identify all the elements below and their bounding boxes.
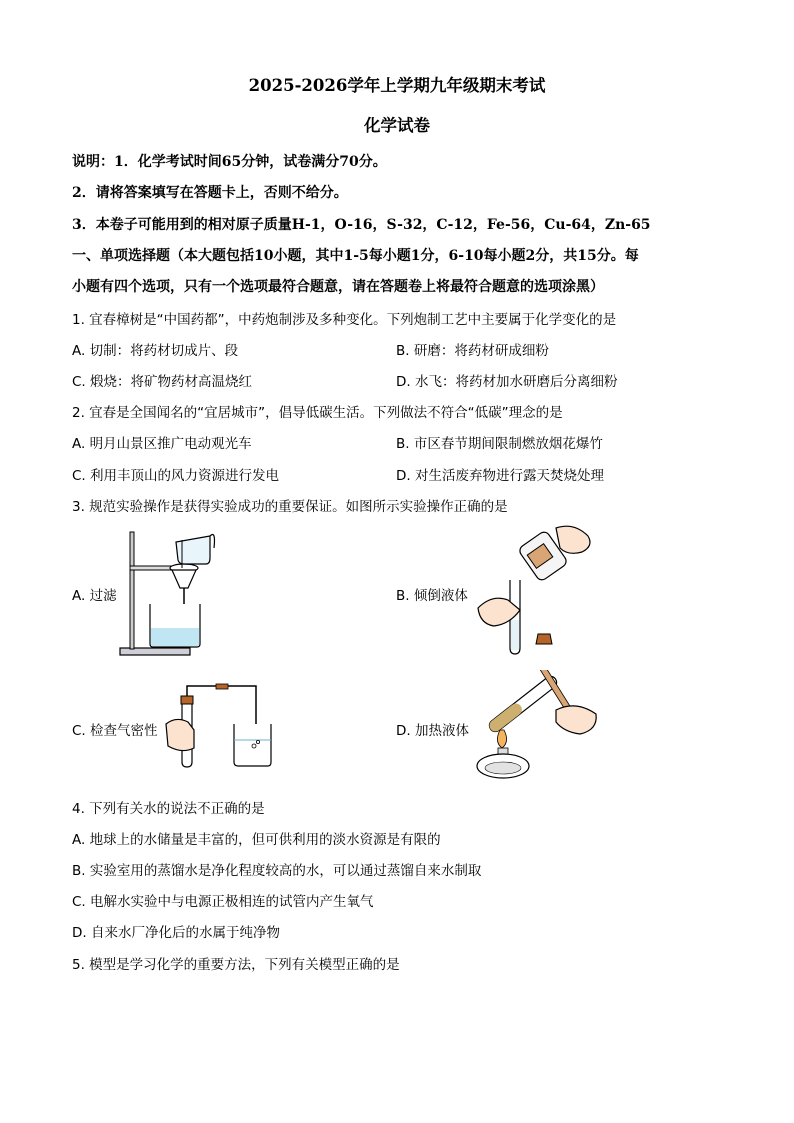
note-1: 说明：1．化学考试时间65分钟，试卷满分70分。: [72, 154, 387, 170]
section-heading-1: 一、单项选择题（本大题包括10小题，其中1-5每小题1分，6-10每小题2分，共15分。每: [72, 248, 639, 264]
q1-stem: 1. 宜春樟树是“中国药都”，中药炮制涉及多种变化。下列炮制工艺中主要属于化学变化的是: [72, 312, 617, 328]
section-heading-2: 小题有四个选项，只有一个选项最符合题意，请在答题卷上将最符合题意的选项涂黑）: [72, 279, 604, 295]
q2-option-d: D. 对生活废弃物进行露天焚烧处理: [396, 468, 604, 484]
q1-option-c: C. 煅烧：将矿物药材高温烧红: [72, 374, 253, 390]
exam-subtitle: 化学试卷: [364, 116, 430, 135]
q1-option-a: A. 切制：将药材切成片、段: [72, 343, 239, 359]
q4-option-a: A. 地球上的水储量是丰富的，但可供利用的淡水资源是有限的: [72, 832, 441, 848]
q3-option-d: D. 加热液体: [396, 723, 469, 739]
q3-option-b: B. 倾倒液体: [396, 588, 468, 604]
q4-option-c: C. 电解水实验中与电源正极相连的试管内产生氧气: [72, 894, 374, 910]
q3-option-a: A. 过滤: [72, 588, 117, 604]
q2-stem: 2. 宜春是全国闻名的“宜居城市”，倡导低碳生活。下列做法不符合“低碳”理念的是: [72, 405, 563, 421]
q4-stem: 4. 下列有关水的说法不正确的是: [72, 801, 265, 817]
q2-option-b: B. 市区春节期间限制燃放烟花爆竹: [396, 436, 603, 452]
q2-option-a: A. 明月山景区推广电动观光车: [72, 436, 252, 452]
q4-option-b: B. 实验室用的蒸馏水是净化程度较高的水，可以通过蒸馏自来水制取: [72, 863, 482, 879]
exam-title: 2025-2026学年上学期九年级期末考试: [248, 76, 546, 95]
note-3: 3．本卷子可能用到的相对原子质量H-1，O-16，S-32，C-12，Fe-56，Cu-64，Zn-65: [72, 217, 651, 233]
q3-option-c: C. 检查气密性: [72, 723, 158, 739]
filtration-figure: [118, 524, 224, 658]
q5-stem: 5. 模型是学习化学的重要方法，下列有关模型正确的是: [72, 957, 400, 973]
q1-option-d: D. 水飞：将药材加水研磨后分离细粉: [396, 374, 618, 390]
q2-option-c: C. 利用丰顶山的风力资源进行发电: [72, 468, 280, 484]
note-2: 2．请将答案填写在答题卡上，否则不给分。: [72, 185, 348, 201]
q1-option-b: B. 研磨：将药材研成细粉: [396, 343, 549, 359]
airtightness-figure: [160, 682, 272, 768]
q4-option-d: D. 自来水厂净化后的水属于纯净物: [72, 925, 280, 941]
q3-stem: 3. 规范实验操作是获得实验成功的重要保证。如图所示实验操作正确的是: [72, 499, 508, 515]
heat-liquid-figure: [472, 670, 600, 780]
pour-liquid-figure: [470, 520, 598, 656]
